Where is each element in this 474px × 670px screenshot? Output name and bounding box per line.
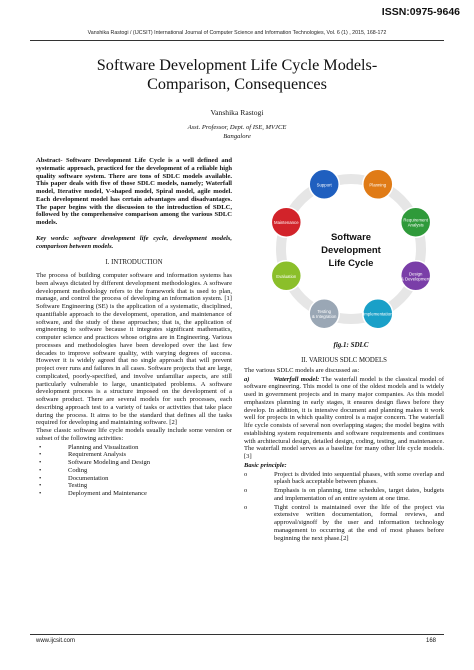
figure-caption: fig.1: SDLC: [333, 341, 369, 349]
title-line-2: Comparison, Consequences: [147, 75, 327, 93]
list-item: • Software Modeling and Design: [36, 459, 232, 467]
stage-label: & Development: [401, 276, 431, 282]
center-label-2: Development: [321, 245, 381, 256]
waterfall-title: Waterfall model:: [273, 375, 320, 383]
running-header: Vanshika Rastogi / (IJCSIT) International Journal of Computer Science and Information Technologies, Vol. 6 (1) , 2015, 168-172: [87, 30, 387, 36]
stage-label: Support: [316, 182, 332, 188]
header-rule: [30, 40, 444, 41]
stage-label: Evaluation: [276, 273, 297, 279]
affiliation-line-2: Bangalore: [223, 132, 251, 140]
left-column: [36, 157, 232, 498]
abstract-label: Abstract-: [36, 157, 63, 164]
introduction-paragraph: The process of building computer software and information systems has been always dictated by different development methodologies. A software development methodology refers to the framework that is used to plan, manage, and control the process of developing an information system. [1] Software Engineering (SE) is the application of a systematic, disciplined, quantifiable approach to the development, operation, and maintenance of software, and the study of these approaches; that is, the application of engineering to software because it integrates significant mathematics, computer science and practices whose origins are in Engineering. Various processes and methodologies have been developed over the last few decades to improve software quality, with varying degrees of success. However it is widely agreed that no single approach that will prevent project over runs and failures in all cases. Software projects that are large, complicated, poorly-specified, and involve unfamiliar aspects, are still particularly vulnerable to large, unanticipated problems. A software development process is a structure imposed on the development of a software product. There are several models for such processes, each describing approach test to a variety of tasks or activities that take place during the process. It aims to be the standard that defines all the tasks required for developing and maintaining software. [2]: [36, 272, 232, 427]
list-item: • Documentation: [36, 475, 232, 483]
footer-url: www.ijcsit.com: [36, 638, 76, 644]
activity-list: [36, 444, 232, 498]
list-item: [244, 471, 444, 487]
section-1-heading: I. INTRODUCTION: [105, 259, 163, 267]
keywords: [36, 235, 232, 251]
stage-label: Planning: [369, 182, 387, 188]
author: Vanshika Rastogi: [210, 108, 264, 117]
list-item: [244, 504, 444, 543]
center-label-1: Software: [330, 232, 372, 243]
keywords-text: software development life cycle, development models, comparison between models.: [36, 234, 232, 250]
affiliation-line-1: Asst. Professor, Dept. of ISE, MVJCE: [187, 124, 287, 131]
basic-principle-label: Basic principle:: [244, 461, 287, 469]
waterfall-text: The waterfall model is the classical model of software engineering. This model is one of the oldest models and is widely used in government projects and in many major companies. As this model emphasizes planning in early stages, it ensures design flaws before they develop. In addition, it is intensive document and planning makes it work well for projects in which quality control is a major concern. The waterfall life cycle consists of several non overlapping stages; the model begins with establishing system requirements and software requirements and continues with architectural design, detailed design, coding, testing, and maintenance. The waterfall model serves as a baseline for many other life cycle models.[3]: [244, 375, 445, 460]
list-item: • Deployment and Maintenance: [36, 490, 232, 498]
list-text: Emphasis is on planning, time schedules, target dates, budgets and implementation of an entire system at one time.: [274, 487, 444, 502]
stage-label: Testing: [317, 309, 332, 315]
abstract: [36, 157, 232, 227]
title-line-1: Software Development Life Cycle Models-: [96, 56, 378, 74]
waterfall-paragraph: [244, 376, 444, 461]
paper-title: [20, 56, 454, 94]
section-2-heading: II. VARIOUS SDLC MODELS: [301, 357, 387, 364]
list-item: • Requirement Analysis: [36, 451, 232, 459]
principle-list: [244, 471, 444, 543]
center-label-3: Life Cycle: [328, 258, 374, 269]
abstract-text: Software Development Life Cycle is a well defined and systematic approach, practiced for the development of a reliable high quality software system. There are tons of SDLC models available. This paper deals with five of those SDLC models, namely; Waterfall model, Iterative model, V-shaped model, Spiral model, agile model. Each development model has certain advantages and disadvantages. The paper begins with the discussion to the introduction of SDLC, followed by the comprehensive comparison among the various SDLC models.: [36, 157, 232, 226]
issn: ISSN:0975-9646: [381, 6, 460, 18]
stage-label: Design: [409, 271, 423, 277]
footer-rule: [30, 634, 444, 635]
keywords-label: Key words:: [36, 234, 70, 242]
list-marker: o: [244, 487, 248, 494]
list-marker: o: [244, 503, 248, 511]
stage-label: Requirement: [403, 217, 429, 223]
list-marker: o: [244, 470, 248, 478]
stage-label: Maintenance: [273, 220, 299, 226]
list-item: • Planning and Visualization: [36, 444, 232, 452]
page-number: 168: [426, 638, 437, 644]
list-text: Tight control is maintained over the life of the project via extensive written documentation, formal reviews, and approval/signoff by the user and information technology management to occurring at the end of most phases before beginning the next phase.[2]: [274, 503, 444, 542]
affiliation: [0, 124, 474, 141]
stage-label: & Integration: [312, 314, 337, 320]
right-column: [244, 357, 444, 543]
activities-intro: These classic software life cycle models usually include some version or subset of the following activities:: [36, 427, 232, 442]
list-item: • Testing: [36, 482, 232, 490]
list-item: [244, 487, 444, 503]
list-item: • Coding: [36, 467, 232, 475]
stage-label: Implementation: [363, 311, 393, 317]
waterfall-label: a): [244, 375, 250, 383]
sdlc-figure: [254, 160, 448, 338]
section-2-intro: The various SDLC models are discussed as:: [244, 366, 360, 374]
stage-label: Analysis: [407, 222, 424, 228]
list-text: Project is divided into sequential phases, with some overlap and splash back acceptable between phases.: [274, 470, 444, 486]
